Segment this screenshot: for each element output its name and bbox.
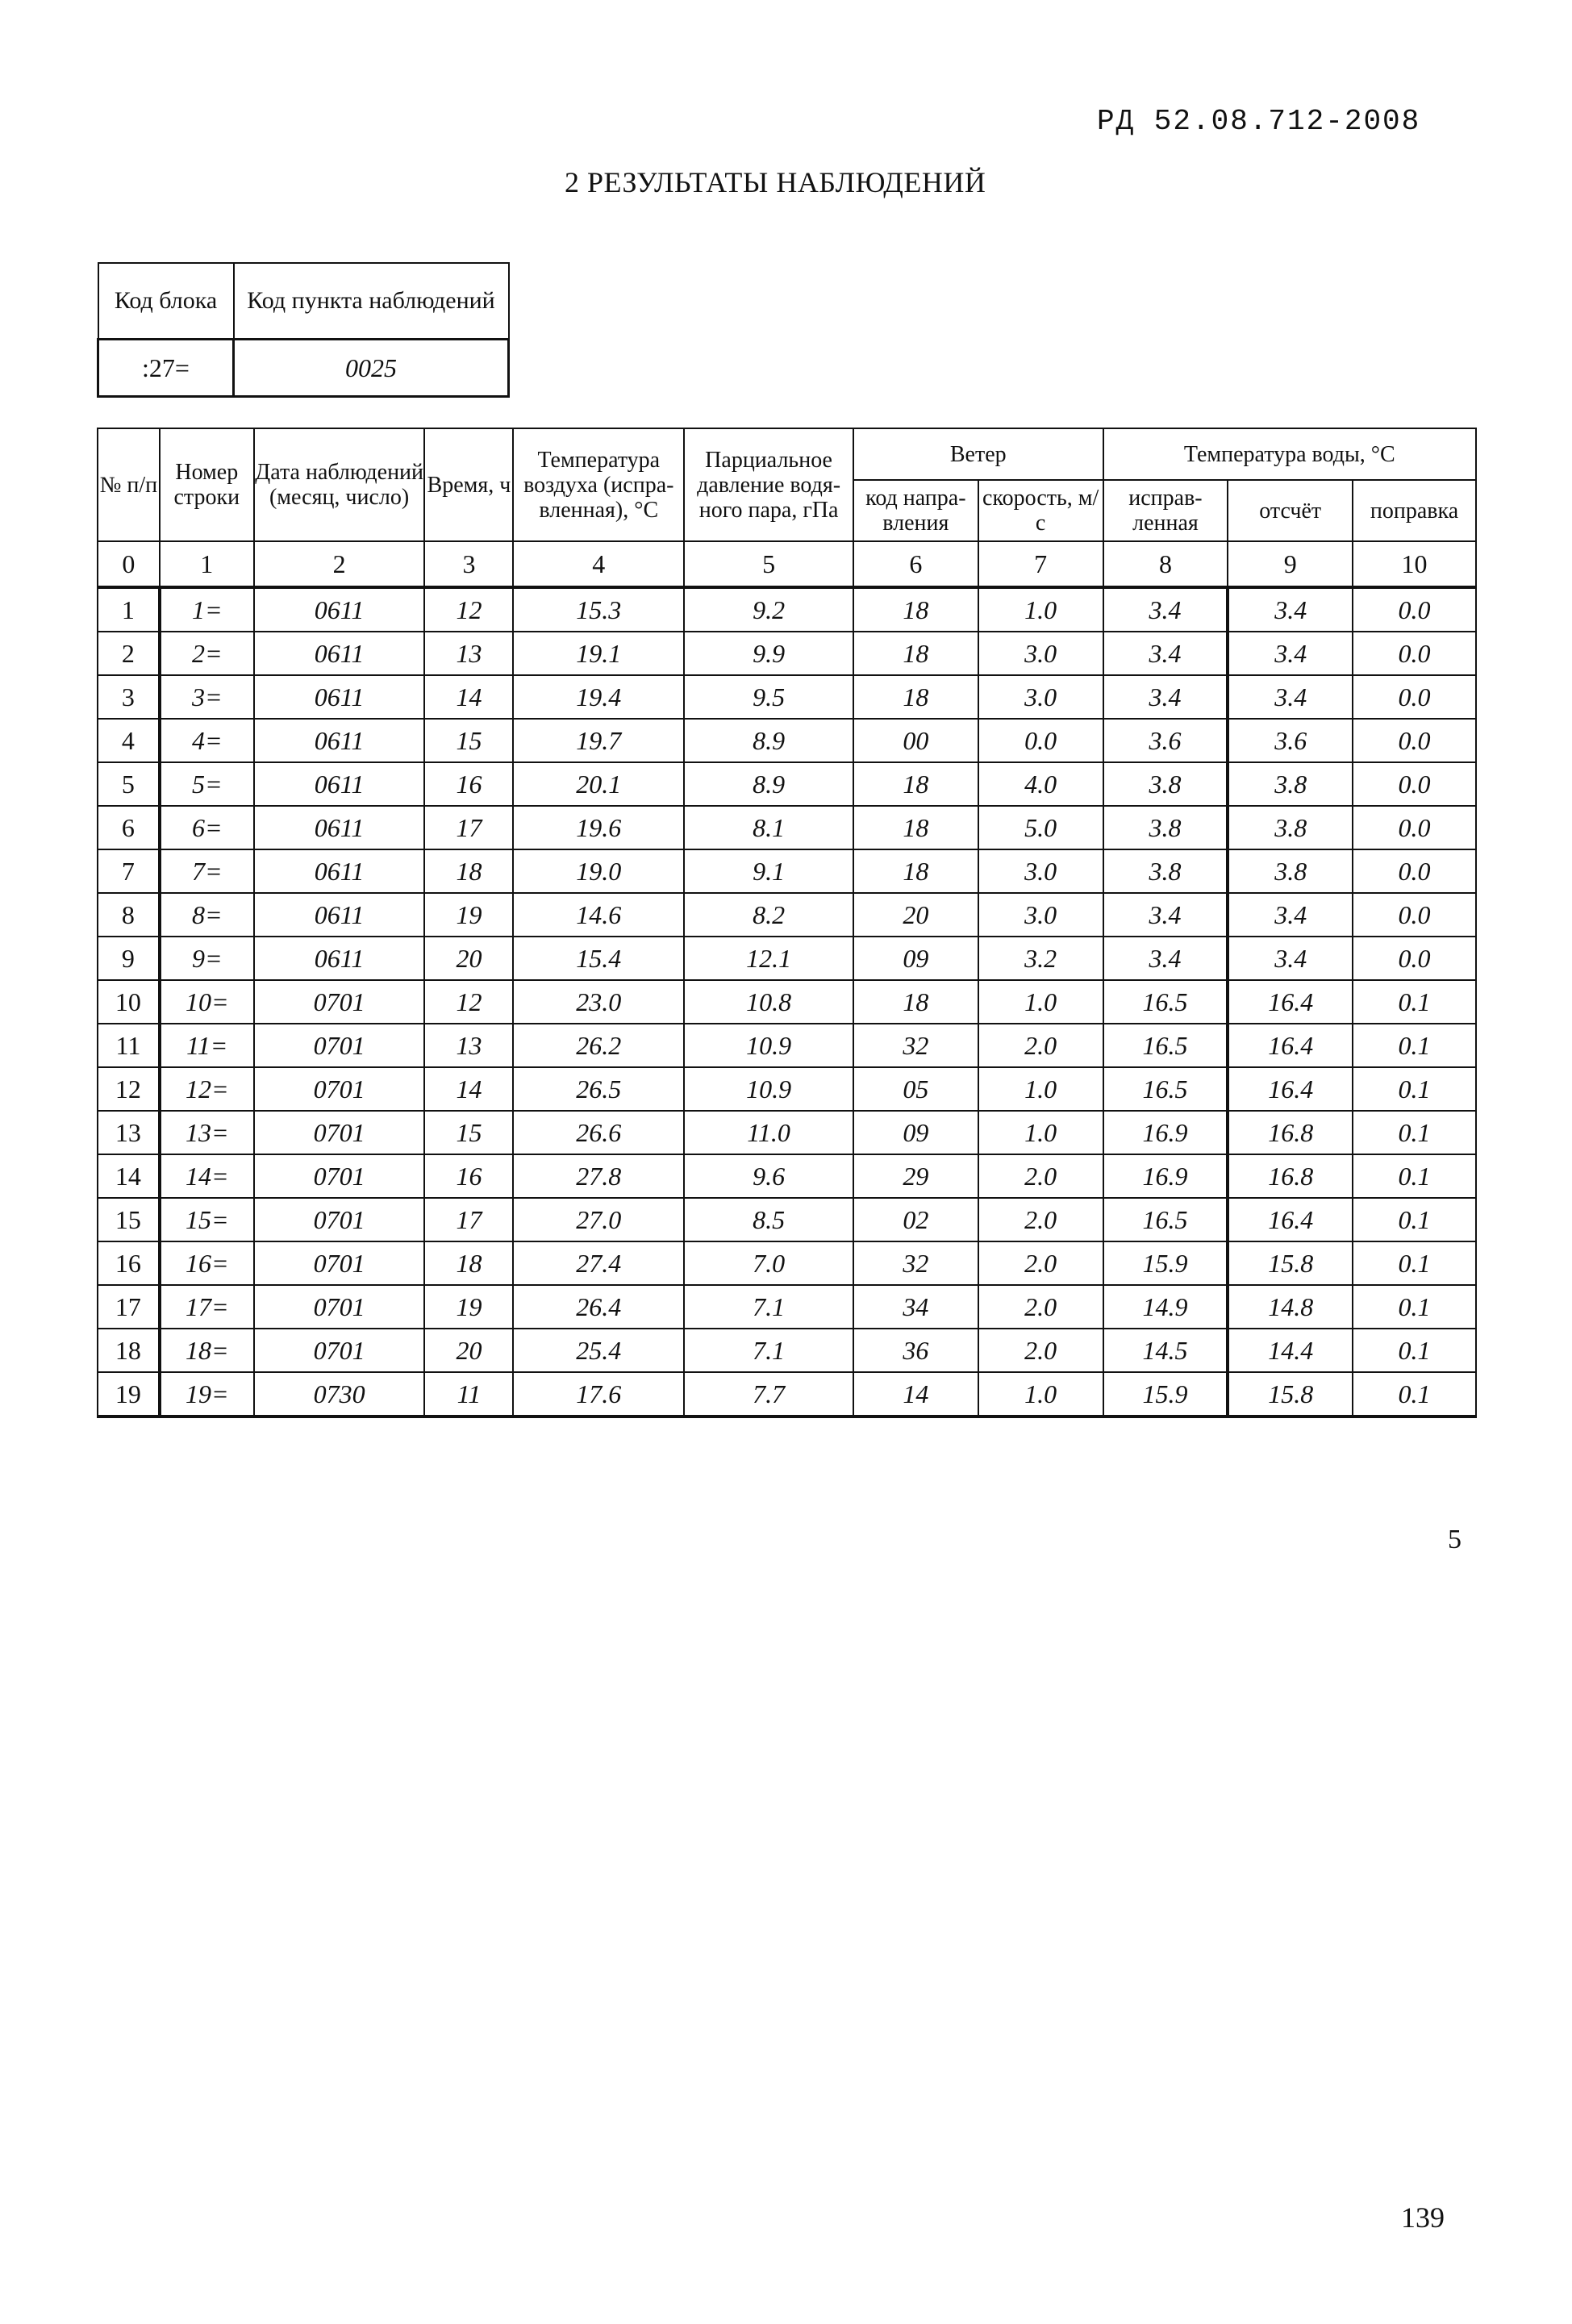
water-temp-corrected-cell: 3.4	[1103, 937, 1228, 980]
wind-speed-cell: 1.0	[978, 1111, 1103, 1154]
water-temp-corrected-cell: 15.9	[1103, 1241, 1228, 1285]
row-index-cell: 4	[98, 719, 160, 762]
row-index-cell: 2	[98, 632, 160, 675]
vapor-pressure-cell: 11.0	[684, 1111, 853, 1154]
column-number: 7	[978, 541, 1103, 587]
date-cell: 0701	[254, 1154, 425, 1198]
vapor-pressure-cell: 7.7	[684, 1372, 853, 1417]
time-cell: 17	[424, 806, 513, 849]
water-temp-reading-cell: 16.4	[1228, 1198, 1353, 1241]
water-temp-corrected-cell: 3.4	[1103, 632, 1228, 675]
wind-speed-cell: 2.0	[978, 1329, 1103, 1372]
table-row	[98, 632, 1476, 675]
water-temp-reading-cell: 3.4	[1228, 937, 1353, 980]
wind-direction-cell: 20	[853, 893, 978, 937]
table-row	[98, 1067, 1476, 1111]
wind-direction-cell: 18	[853, 980, 978, 1024]
date-cell: 0701	[254, 1198, 425, 1241]
header-water-corrected: исправ-ленная	[1103, 480, 1228, 541]
air-temperature-cell: 15.4	[513, 937, 684, 980]
table-row	[98, 1241, 1476, 1285]
line-number-cell: 16=	[160, 1241, 254, 1285]
line-number-cell: 6=	[160, 806, 254, 849]
water-temp-reading-cell: 16.4	[1228, 1067, 1353, 1111]
wind-speed-cell: 2.0	[978, 1241, 1103, 1285]
water-temp-reading-cell: 15.8	[1228, 1241, 1353, 1285]
vapor-pressure-cell: 9.2	[684, 587, 853, 632]
time-cell: 16	[424, 762, 513, 806]
wind-direction-cell: 05	[853, 1067, 978, 1111]
time-cell: 17	[424, 1198, 513, 1241]
line-number-cell: 2=	[160, 632, 254, 675]
document-code: РД 52.08.712-2008	[1097, 105, 1421, 138]
wind-speed-cell: 2.0	[978, 1154, 1103, 1198]
wind-speed-cell: 0.0	[978, 719, 1103, 762]
wind-speed-cell: 2.0	[978, 1198, 1103, 1241]
date-cell: 0611	[254, 893, 425, 937]
line-number-cell: 14=	[160, 1154, 254, 1198]
water-temp-correction-cell: 0.1	[1353, 1067, 1476, 1111]
row-index-cell: 11	[98, 1024, 160, 1067]
row-index-cell: 16	[98, 1241, 160, 1285]
header-date: Дата наблюдений (месяц, число)	[254, 428, 425, 541]
table-row	[98, 1329, 1476, 1372]
wind-direction-cell: 18	[853, 762, 978, 806]
air-temperature-cell: 19.1	[513, 632, 684, 675]
wind-direction-cell: 36	[853, 1329, 978, 1372]
line-number-cell: 13=	[160, 1111, 254, 1154]
date-cell: 0701	[254, 1285, 425, 1329]
air-temperature-cell: 26.2	[513, 1024, 684, 1067]
water-temp-correction-cell: 0.0	[1353, 806, 1476, 849]
water-temp-corrected-cell: 16.9	[1103, 1154, 1228, 1198]
section-page-number: 5	[1448, 1525, 1462, 1554]
water-temp-reading-cell: 16.8	[1228, 1154, 1353, 1198]
water-temp-reading-cell: 3.4	[1228, 675, 1353, 719]
water-temp-correction-cell: 0.1	[1353, 1285, 1476, 1329]
wind-speed-cell: 1.0	[978, 1372, 1103, 1417]
table-row	[98, 849, 1476, 893]
header-vapor-pressure: Парциальное давление водя-ного пара, гПа	[684, 428, 853, 541]
date-cell: 0611	[254, 937, 425, 980]
row-index-cell: 9	[98, 937, 160, 980]
time-cell: 15	[424, 1111, 513, 1154]
vapor-pressure-cell: 7.1	[684, 1285, 853, 1329]
date-cell: 0701	[254, 1024, 425, 1067]
page-number: 139	[1401, 2201, 1445, 2234]
line-number-cell: 1=	[160, 587, 254, 632]
wind-speed-cell: 1.0	[978, 1067, 1103, 1111]
line-number-cell: 18=	[160, 1329, 254, 1372]
wind-direction-cell: 32	[853, 1024, 978, 1067]
water-temp-corrected-cell: 14.5	[1103, 1329, 1228, 1372]
wind-direction-cell: 09	[853, 1111, 978, 1154]
wind-direction-cell: 18	[853, 587, 978, 632]
line-number-cell: 15=	[160, 1198, 254, 1241]
header-wind: Ветер	[853, 428, 1103, 480]
table-row	[98, 980, 1476, 1024]
row-index-cell: 17	[98, 1285, 160, 1329]
header-wind-speed: скорость, м/с	[978, 480, 1103, 541]
water-temp-correction-cell: 0.0	[1353, 849, 1476, 893]
column-number: 2	[254, 541, 425, 587]
line-number-cell: 3=	[160, 675, 254, 719]
section-title: 2 РЕЗУЛЬТАТЫ НАБЛЮДЕНИЙ	[565, 166, 986, 198]
water-temp-reading-cell: 3.4	[1228, 893, 1353, 937]
air-temperature-cell: 27.4	[513, 1241, 684, 1285]
date-cell: 0730	[254, 1372, 425, 1417]
air-temperature-cell: 19.6	[513, 806, 684, 849]
water-temp-reading-cell: 16.4	[1228, 980, 1353, 1024]
vapor-pressure-cell: 8.1	[684, 806, 853, 849]
row-index-cell: 10	[98, 980, 160, 1024]
header-line-number: Номер строки	[160, 428, 254, 541]
date-cell: 0701	[254, 1111, 425, 1154]
column-number-row	[98, 541, 1476, 587]
table-row	[98, 1111, 1476, 1154]
air-temperature-cell: 26.5	[513, 1067, 684, 1111]
water-temp-corrected-cell: 16.5	[1103, 1067, 1228, 1111]
column-number: 6	[853, 541, 978, 587]
water-temp-correction-cell: 0.1	[1353, 1198, 1476, 1241]
vapor-pressure-cell: 10.9	[684, 1067, 853, 1111]
vapor-pressure-cell: 8.5	[684, 1198, 853, 1241]
vapor-pressure-cell: 10.8	[684, 980, 853, 1024]
water-temp-corrected-cell: 3.4	[1103, 587, 1228, 632]
wind-direction-cell: 18	[853, 806, 978, 849]
row-index-cell: 13	[98, 1111, 160, 1154]
wind-speed-cell: 3.2	[978, 937, 1103, 980]
vapor-pressure-cell: 7.0	[684, 1241, 853, 1285]
row-index-cell: 7	[98, 849, 160, 893]
column-number: 9	[1228, 541, 1353, 587]
date-cell: 0611	[254, 675, 425, 719]
row-index-cell: 6	[98, 806, 160, 849]
water-temp-correction-cell: 0.0	[1353, 587, 1476, 632]
line-number-cell: 8=	[160, 893, 254, 937]
time-cell: 19	[424, 893, 513, 937]
row-index-cell: 8	[98, 893, 160, 937]
row-index-cell: 12	[98, 1067, 160, 1111]
date-cell: 0611	[254, 849, 425, 893]
block-code-header: Код блока	[98, 263, 234, 340]
time-cell: 14	[424, 1067, 513, 1111]
row-index-cell: 1	[98, 587, 160, 632]
table-row	[98, 587, 1476, 632]
line-number-cell: 17=	[160, 1285, 254, 1329]
header-air-temperature: Температура воздуха (испра-вленная), °С	[513, 428, 684, 541]
air-temperature-cell: 17.6	[513, 1372, 684, 1417]
water-temp-reading-cell: 3.8	[1228, 849, 1353, 893]
time-cell: 15	[424, 719, 513, 762]
vapor-pressure-cell: 9.6	[684, 1154, 853, 1198]
water-temp-correction-cell: 0.1	[1353, 1241, 1476, 1285]
wind-direction-cell: 18	[853, 675, 978, 719]
vapor-pressure-cell: 8.9	[684, 762, 853, 806]
air-temperature-cell: 19.4	[513, 675, 684, 719]
wind-speed-cell: 3.0	[978, 893, 1103, 937]
water-temp-correction-cell: 0.1	[1353, 1372, 1476, 1417]
line-number-cell: 11=	[160, 1024, 254, 1067]
vapor-pressure-cell: 8.9	[684, 719, 853, 762]
date-cell: 0611	[254, 719, 425, 762]
wind-speed-cell: 5.0	[978, 806, 1103, 849]
wind-speed-cell: 3.0	[978, 675, 1103, 719]
water-temp-correction-cell: 0.0	[1353, 675, 1476, 719]
water-temp-correction-cell: 0.0	[1353, 937, 1476, 980]
time-cell: 20	[424, 937, 513, 980]
air-temperature-cell: 20.1	[513, 762, 684, 806]
air-temperature-cell: 14.6	[513, 893, 684, 937]
column-number: 5	[684, 541, 853, 587]
table-row	[98, 937, 1476, 980]
water-temp-corrected-cell: 16.5	[1103, 1198, 1228, 1241]
row-index-cell: 15	[98, 1198, 160, 1241]
vapor-pressure-cell: 9.9	[684, 632, 853, 675]
date-cell: 0701	[254, 1067, 425, 1111]
point-code-header: Код пункта наблюдений	[234, 263, 509, 340]
water-temp-correction-cell: 0.0	[1353, 719, 1476, 762]
column-number: 0	[98, 541, 160, 587]
water-temp-corrected-cell: 15.9	[1103, 1372, 1228, 1417]
table-row	[98, 675, 1476, 719]
water-temp-corrected-cell: 16.9	[1103, 1111, 1228, 1154]
water-temp-corrected-cell: 16.5	[1103, 980, 1228, 1024]
wind-speed-cell: 2.0	[978, 1285, 1103, 1329]
air-temperature-cell: 26.6	[513, 1111, 684, 1154]
vapor-pressure-cell: 10.9	[684, 1024, 853, 1067]
water-temp-corrected-cell: 3.8	[1103, 806, 1228, 849]
row-index-cell: 14	[98, 1154, 160, 1198]
table-row	[98, 1024, 1476, 1067]
wind-speed-cell: 4.0	[978, 762, 1103, 806]
time-cell: 19	[424, 1285, 513, 1329]
line-number-cell: 19=	[160, 1372, 254, 1417]
time-cell: 14	[424, 675, 513, 719]
wind-direction-cell: 02	[853, 1198, 978, 1241]
table-row	[98, 1372, 1476, 1417]
date-cell: 0611	[254, 587, 425, 632]
water-temp-correction-cell: 0.0	[1353, 893, 1476, 937]
air-temperature-cell: 19.0	[513, 849, 684, 893]
date-cell: 0701	[254, 1329, 425, 1372]
water-temp-corrected-cell: 16.5	[1103, 1024, 1228, 1067]
water-temp-correction-cell: 0.1	[1353, 1024, 1476, 1067]
air-temperature-cell: 25.4	[513, 1329, 684, 1372]
water-temp-reading-cell: 16.4	[1228, 1024, 1353, 1067]
time-cell: 12	[424, 587, 513, 632]
vapor-pressure-cell: 7.1	[684, 1329, 853, 1372]
table-row	[98, 893, 1476, 937]
air-temperature-cell: 23.0	[513, 980, 684, 1024]
wind-direction-cell: 00	[853, 719, 978, 762]
air-temperature-cell: 15.3	[513, 587, 684, 632]
wind-speed-cell: 3.0	[978, 849, 1103, 893]
water-temp-corrected-cell: 3.4	[1103, 893, 1228, 937]
time-cell: 16	[424, 1154, 513, 1198]
vapor-pressure-cell: 12.1	[684, 937, 853, 980]
line-number-cell: 7=	[160, 849, 254, 893]
water-temp-corrected-cell: 3.8	[1103, 762, 1228, 806]
observation-results-table	[97, 428, 1477, 1418]
vapor-pressure-cell: 9.5	[684, 675, 853, 719]
table-row	[98, 1198, 1476, 1241]
date-cell: 0701	[254, 1241, 425, 1285]
water-temp-corrected-cell: 3.4	[1103, 675, 1228, 719]
column-number: 3	[424, 541, 513, 587]
wind-direction-cell: 09	[853, 937, 978, 980]
water-temp-reading-cell: 16.8	[1228, 1111, 1353, 1154]
water-temp-reading-cell: 14.8	[1228, 1285, 1353, 1329]
table-row	[98, 719, 1476, 762]
air-temperature-cell: 19.7	[513, 719, 684, 762]
water-temp-correction-cell: 0.0	[1353, 632, 1476, 675]
header-water-correction: поправка	[1353, 480, 1476, 541]
water-temp-corrected-cell: 14.9	[1103, 1285, 1228, 1329]
wind-speed-cell: 1.0	[978, 587, 1103, 632]
table-row	[98, 1285, 1476, 1329]
line-number-cell: 5=	[160, 762, 254, 806]
time-cell: 13	[424, 1024, 513, 1067]
date-cell: 0611	[254, 632, 425, 675]
line-number-cell: 9=	[160, 937, 254, 980]
time-cell: 13	[424, 632, 513, 675]
date-cell: 0611	[254, 762, 425, 806]
time-cell: 18	[424, 1241, 513, 1285]
line-number-cell: 12=	[160, 1067, 254, 1111]
water-temp-correction-cell: 0.1	[1353, 1154, 1476, 1198]
water-temp-reading-cell: 3.6	[1228, 719, 1353, 762]
water-temp-corrected-cell: 3.6	[1103, 719, 1228, 762]
row-index-cell: 18	[98, 1329, 160, 1372]
water-temp-reading-cell: 3.8	[1228, 806, 1353, 849]
water-temp-corrected-cell: 3.8	[1103, 849, 1228, 893]
date-cell: 0611	[254, 806, 425, 849]
block-code-value: :27=	[98, 340, 234, 397]
point-code-value: 0025	[234, 340, 509, 397]
vapor-pressure-cell: 8.2	[684, 893, 853, 937]
header-water-temperature: Температура воды, °С	[1103, 428, 1476, 480]
air-temperature-cell: 27.8	[513, 1154, 684, 1198]
block-code-table	[97, 262, 510, 398]
header-water-reading: отсчёт	[1228, 480, 1353, 541]
water-temp-correction-cell: 0.1	[1353, 1329, 1476, 1372]
column-number: 10	[1353, 541, 1476, 587]
line-number-cell: 10=	[160, 980, 254, 1024]
vapor-pressure-cell: 9.1	[684, 849, 853, 893]
row-index-cell: 3	[98, 675, 160, 719]
wind-direction-cell: 34	[853, 1285, 978, 1329]
row-index-cell: 19	[98, 1372, 160, 1417]
column-number: 4	[513, 541, 684, 587]
header-num: № п/п	[98, 428, 160, 541]
time-cell: 12	[424, 980, 513, 1024]
row-index-cell: 5	[98, 762, 160, 806]
wind-direction-cell: 32	[853, 1241, 978, 1285]
water-temp-reading-cell: 14.4	[1228, 1329, 1353, 1372]
time-cell: 18	[424, 849, 513, 893]
wind-speed-cell: 1.0	[978, 980, 1103, 1024]
time-cell: 20	[424, 1329, 513, 1372]
header-wind-direction: код напра-вления	[853, 480, 978, 541]
water-temp-reading-cell: 3.4	[1228, 632, 1353, 675]
line-number-cell: 4=	[160, 719, 254, 762]
water-temp-reading-cell: 3.8	[1228, 762, 1353, 806]
wind-direction-cell: 29	[853, 1154, 978, 1198]
wind-direction-cell: 14	[853, 1372, 978, 1417]
time-cell: 11	[424, 1372, 513, 1417]
table-row	[98, 762, 1476, 806]
water-temp-correction-cell: 0.1	[1353, 1111, 1476, 1154]
column-number: 8	[1103, 541, 1228, 587]
water-temp-correction-cell: 0.0	[1353, 762, 1476, 806]
wind-speed-cell: 3.0	[978, 632, 1103, 675]
column-number: 1	[160, 541, 254, 587]
wind-speed-cell: 2.0	[978, 1024, 1103, 1067]
table-row	[98, 806, 1476, 849]
date-cell: 0701	[254, 980, 425, 1024]
water-temp-correction-cell: 0.1	[1353, 980, 1476, 1024]
air-temperature-cell: 26.4	[513, 1285, 684, 1329]
header-time: Время, ч	[424, 428, 513, 541]
water-temp-reading-cell: 15.8	[1228, 1372, 1353, 1417]
table-row	[98, 1154, 1476, 1198]
wind-direction-cell: 18	[853, 632, 978, 675]
water-temp-reading-cell: 3.4	[1228, 587, 1353, 632]
air-temperature-cell: 27.0	[513, 1198, 684, 1241]
wind-direction-cell: 18	[853, 849, 978, 893]
